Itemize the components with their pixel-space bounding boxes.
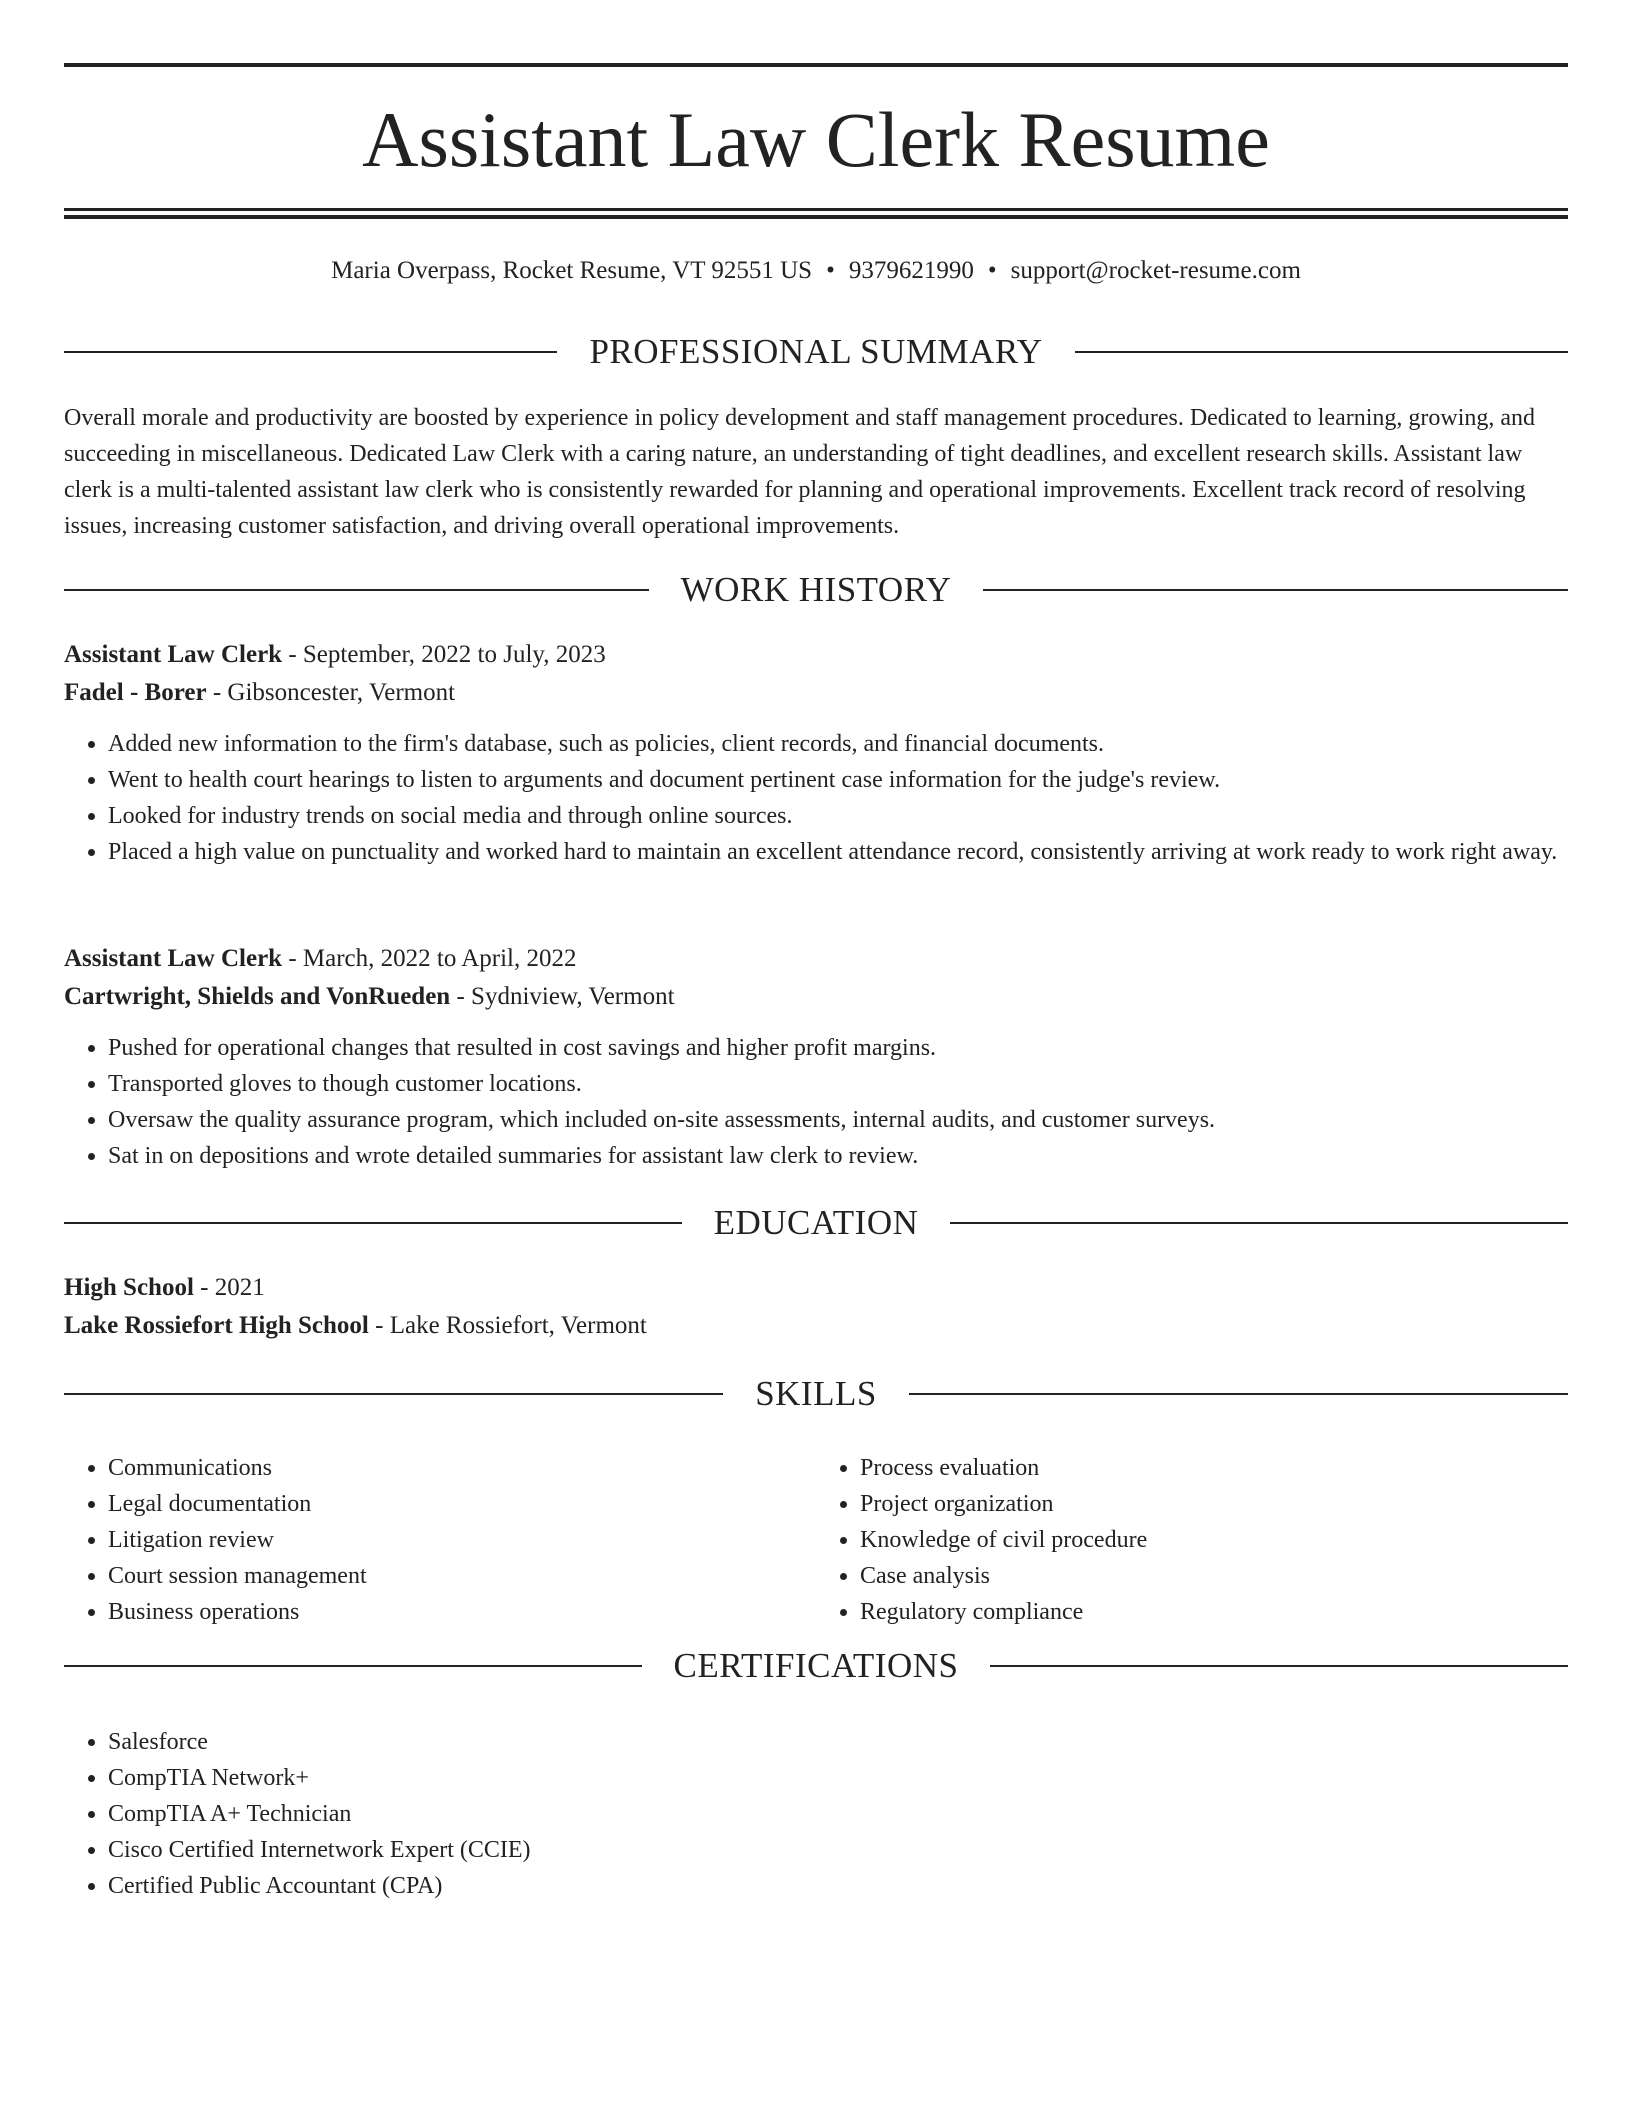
list-item: • Cisco Certified Internetwork Expert (CCIE) bbox=[108, 1832, 1568, 1868]
divider-line bbox=[1075, 351, 1568, 353]
divider-line bbox=[909, 1393, 1568, 1395]
list-item: • CompTIA A+ Technician bbox=[108, 1796, 1568, 1832]
job-company: Cartwright, Shields and VonRueden bbox=[64, 983, 451, 1010]
summary-text: Overall morale and productivity are boosted by experience in policy development and staff management procedures. Dedicated to learning, growing, and succeeding in miscellaneous. Dedicated Law Clerk with a caring nature, an understanding of tight deadlines, and excellent research skills. Assistant law clerk is a multi-talented assistant law clerk who is consistently rewarded for planning and operational improvements. Excellent track record of resolving issues, increasing customer satisfaction, and driving overall operational improvements. bbox=[64, 405, 1536, 539]
contact-line bbox=[64, 253, 1568, 289]
job-location: - Sydniview, Vermont bbox=[450, 983, 675, 1010]
skills-column-right bbox=[816, 1450, 1568, 1630]
list-item: • Transported gloves to though customer locations. bbox=[108, 1066, 1568, 1102]
list-item: • Regulatory compliance bbox=[860, 1594, 1568, 1630]
title-double-rule bbox=[64, 208, 1568, 219]
divider-line bbox=[64, 1222, 682, 1224]
page-title: Assistant Law Clerk Resume bbox=[362, 96, 1270, 183]
list-item: • Legal documentation bbox=[108, 1486, 816, 1522]
divider-line bbox=[64, 589, 649, 591]
job-title: Assistant Law Clerk bbox=[64, 945, 283, 972]
education-school: Lake Rossiefort High School bbox=[64, 1312, 369, 1339]
divider-line bbox=[64, 1393, 723, 1395]
list-item: • Oversaw the quality assurance program, which included on-site assessments, internal audits, and customer surveys. bbox=[108, 1102, 1568, 1138]
divider-line bbox=[950, 1222, 1568, 1224]
education-entry bbox=[64, 1269, 1568, 1345]
certifications-list bbox=[64, 1724, 1568, 1904]
list-item: • Went to health court hearings to listen to arguments and document pertinent case information for the judge's review. bbox=[108, 762, 1568, 798]
top-rule bbox=[64, 63, 1568, 67]
list-item: • Communications bbox=[108, 1450, 816, 1486]
list-item: • Project organization bbox=[860, 1486, 1568, 1522]
job-entry bbox=[64, 636, 1568, 870]
skills-column-left bbox=[64, 1450, 816, 1630]
list-item: • Process evaluation bbox=[860, 1450, 1568, 1486]
job-company-line bbox=[64, 978, 1568, 1016]
education-school-line bbox=[64, 1307, 1568, 1345]
section-title: WORK HISTORY bbox=[680, 570, 952, 609]
job-entry bbox=[64, 940, 1568, 1174]
education-degree: High School bbox=[64, 1274, 194, 1301]
contact-email: support@rocket-resume.com bbox=[1010, 257, 1301, 284]
list-item: • Placed a high value on punctuality and worked hard to maintain an excellent attendance record, consistently arriving at work ready to work right away. bbox=[108, 834, 1568, 870]
job-title-line bbox=[64, 636, 1568, 674]
list-item: • Case analysis bbox=[860, 1558, 1568, 1594]
contact-phone: 9379621990 bbox=[848, 257, 974, 284]
job-duties bbox=[64, 1030, 1568, 1174]
list-item: • Court session management bbox=[108, 1558, 816, 1594]
job-duties bbox=[64, 726, 1568, 870]
divider-line bbox=[990, 1665, 1568, 1667]
list-item: • Certified Public Accountant (CPA) bbox=[108, 1868, 1568, 1904]
section-header-skills bbox=[64, 1372, 1568, 1416]
job-company: Fadel - Borer bbox=[64, 679, 207, 706]
education-degree-line bbox=[64, 1269, 1568, 1307]
contact-separator: • bbox=[826, 257, 835, 284]
list-item: • Business operations bbox=[108, 1594, 816, 1630]
education-year: - 2021 bbox=[193, 1274, 265, 1301]
section-header-summary bbox=[64, 330, 1568, 374]
job-company-line bbox=[64, 674, 1568, 712]
job-title-line bbox=[64, 940, 1568, 978]
job-location: - Gibsoncester, Vermont bbox=[206, 679, 456, 706]
section-header-work bbox=[64, 568, 1568, 612]
list-item: • Knowledge of civil procedure bbox=[860, 1522, 1568, 1558]
list-item: • Pushed for operational changes that resulted in cost savings and higher profit margins. bbox=[108, 1030, 1568, 1066]
section-header-education bbox=[64, 1201, 1568, 1245]
divider-line bbox=[983, 589, 1568, 591]
contact-address: Maria Overpass, Rocket Resume, VT 92551 US bbox=[331, 257, 813, 284]
list-item: • Sat in on depositions and wrote detailed summaries for assistant law clerk to review. bbox=[108, 1138, 1568, 1174]
list-item: • Added new information to the firm's database, such as policies, client records, and financial documents. bbox=[108, 726, 1568, 762]
list-item: • CompTIA Network+ bbox=[108, 1760, 1568, 1796]
divider-line bbox=[64, 1665, 642, 1667]
job-dates: - March, 2022 to April, 2022 bbox=[282, 945, 577, 972]
list-item: • Litigation review bbox=[108, 1522, 816, 1558]
list-item: • Salesforce bbox=[108, 1724, 1568, 1760]
list-item: • Looked for industry trends on social media and through online sources. bbox=[108, 798, 1568, 834]
section-header-certifications bbox=[64, 1644, 1568, 1688]
job-dates: - September, 2022 to July, 2023 bbox=[282, 641, 606, 668]
divider-line bbox=[64, 351, 557, 353]
section-title: CERTIFICATIONS bbox=[673, 1646, 959, 1685]
section-title: SKILLS bbox=[755, 1374, 877, 1413]
job-title: Assistant Law Clerk bbox=[64, 641, 283, 668]
section-title: PROFESSIONAL SUMMARY bbox=[589, 332, 1043, 371]
section-title: EDUCATION bbox=[713, 1203, 919, 1242]
skills-list bbox=[64, 1450, 1568, 1630]
education-location: - Lake Rossiefort, Vermont bbox=[368, 1312, 647, 1339]
contact-separator: • bbox=[987, 257, 997, 284]
